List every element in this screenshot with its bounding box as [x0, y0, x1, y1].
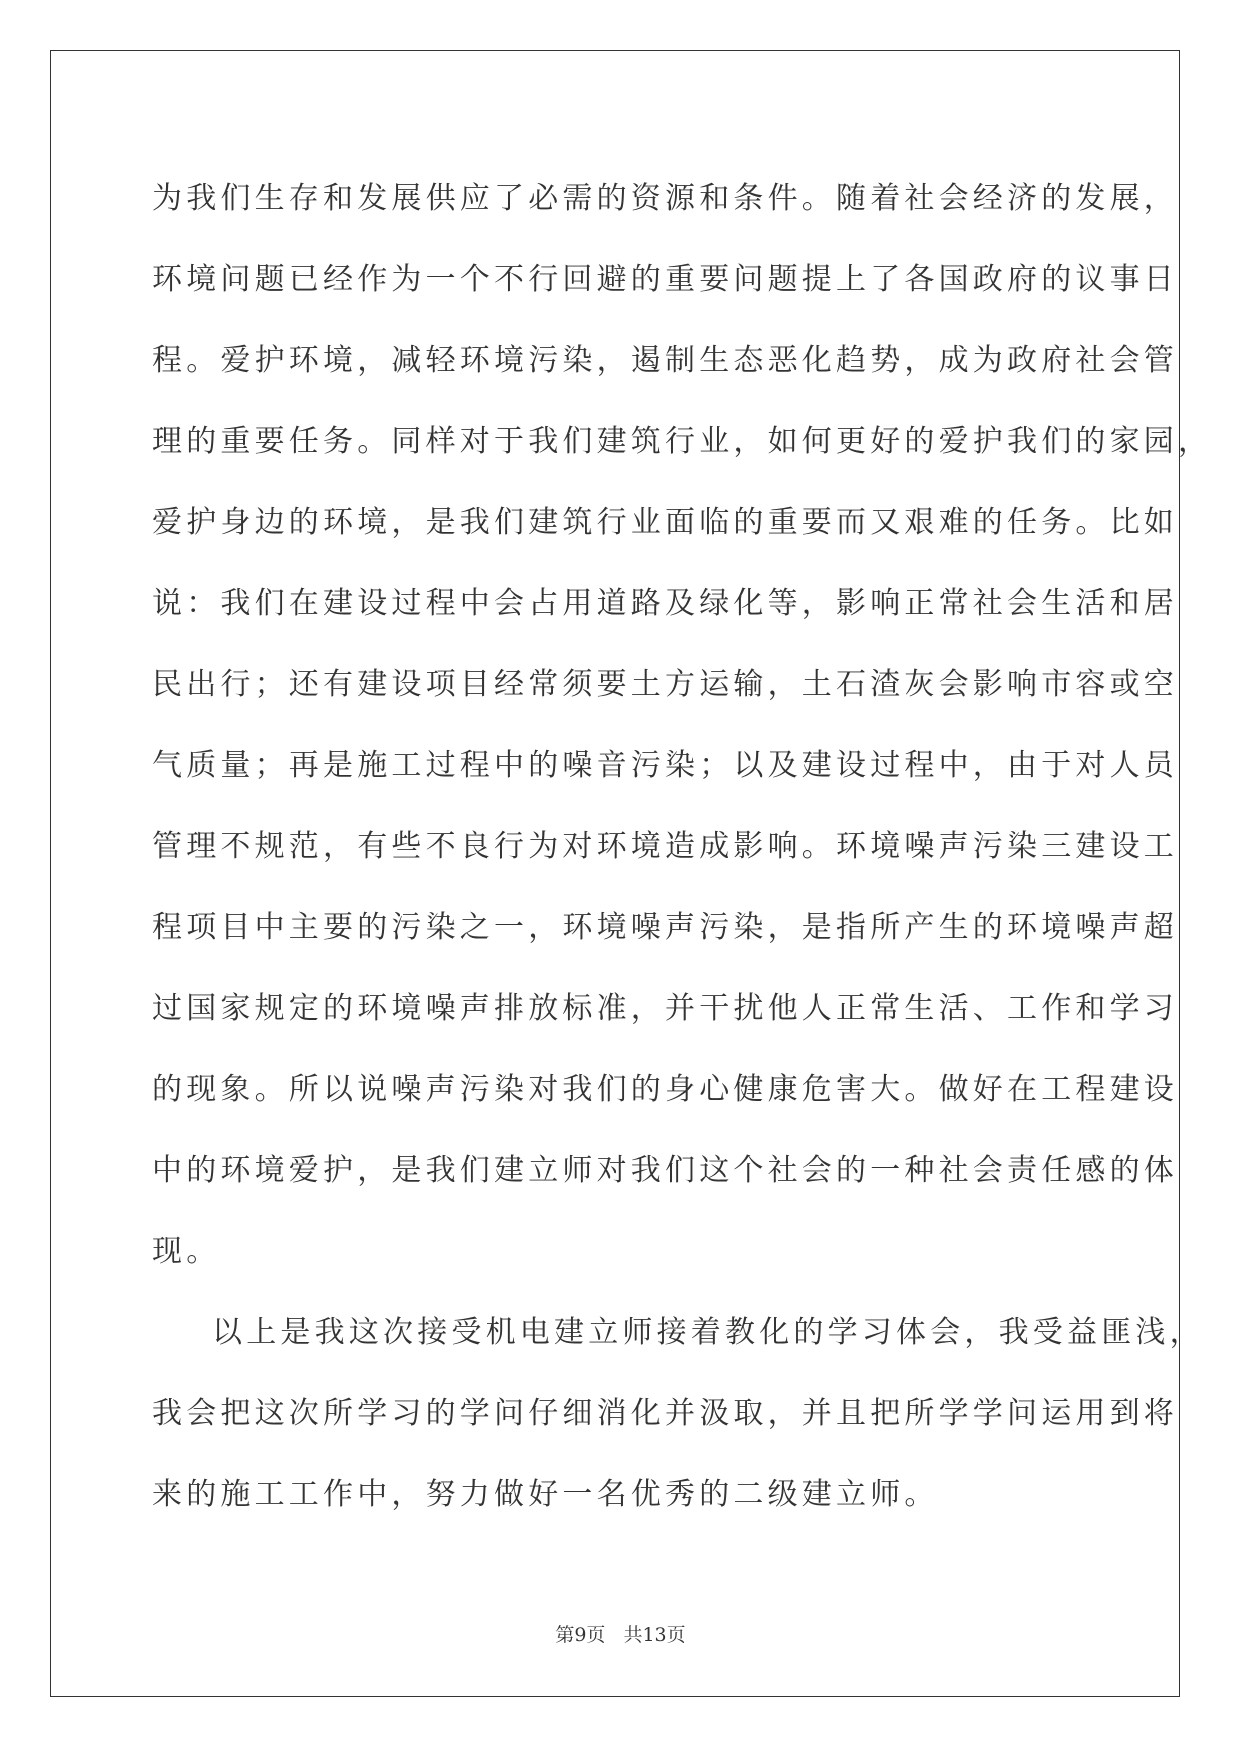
text-line: 说：我们在建设过程中会占用道路及绿化等，影响正常社会生活和居	[152, 586, 1178, 621]
text-line: 程项目中主要的污染之一，环境噪声污染，是指所产生的环境噪声超	[152, 910, 1178, 945]
text-line: 的现象。所以说噪声污染对我们的身心健康危害大。做好在工程建设	[152, 1072, 1178, 1107]
text-line: 中的环境爱护，是我们建立师对我们这个社会的一种社会责任感的体	[152, 1153, 1178, 1188]
text-line: 爱护身边的环境，是我们建筑行业面临的重要而又艰难的任务。比如	[152, 505, 1178, 540]
body-text	[152, 158, 1213, 1535]
text-line: 气质量；再是施工过程中的噪音污染；以及建设过程中，由于对人员	[152, 748, 1178, 783]
text-line: 管理不规范，有些不良行为对环境造成影响。环境噪声污染三建设工	[152, 829, 1178, 864]
page-total: 共13页	[623, 1624, 686, 1646]
text-line: 程。爱护环境，减轻环境污染，遏制生态恶化趋势，成为政府社会管	[152, 343, 1178, 378]
text-line: 理的重要任务。同样对于我们建筑行业，如何更好的爱护我们的家园，	[152, 424, 1213, 459]
text-line: 我会把这次所学习的学问仔细消化并汲取，并且把所学学问运用到将	[152, 1396, 1178, 1431]
text-line: 来的施工工作中，努力做好一名优秀的二级建立师。	[152, 1477, 939, 1512]
paragraph-start-line: 以上是我这次接受机电建立师接着教化的学习体会，我受益匪浅，	[212, 1315, 1204, 1350]
text-line: 现。	[152, 1234, 221, 1269]
text-line: 民出行；还有建设项目经常须要土方运输，土石渣灰会影响市容或空	[152, 667, 1178, 702]
text-line: 环境问题已经作为一个不行回避的重要问题提上了各国政府的议事日	[152, 262, 1178, 297]
page-number: 第9页	[555, 1624, 606, 1646]
text-line: 过国家规定的环境噪声排放标准，并干扰他人正常生活、工作和学习	[152, 991, 1178, 1026]
page-footer	[0, 1620, 1241, 1647]
text-line: 为我们生存和发展供应了必需的资源和条件。随着社会经济的发展，	[152, 181, 1178, 216]
